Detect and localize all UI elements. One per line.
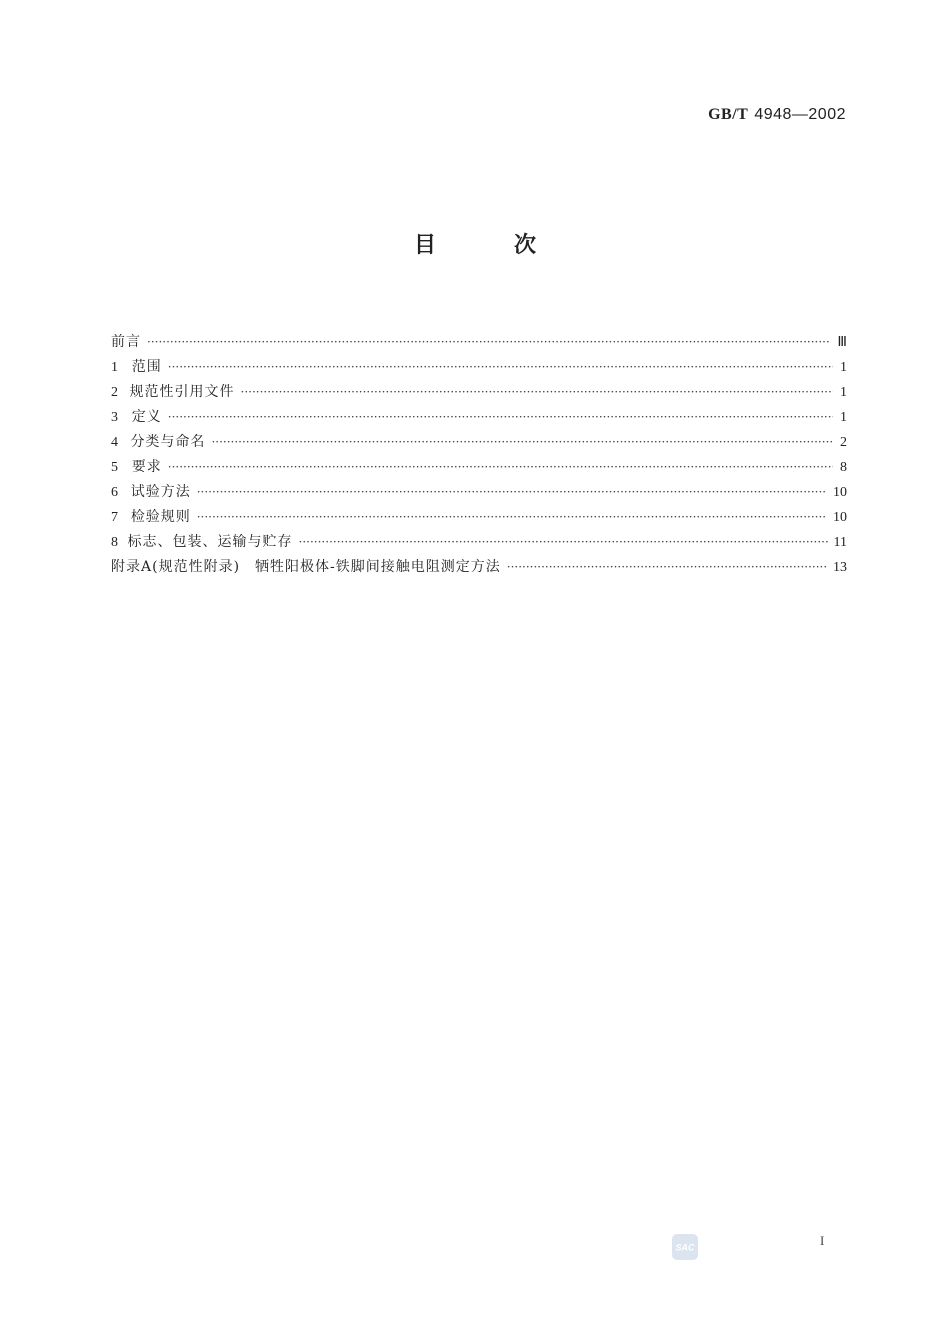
toc-page: 10 — [833, 510, 847, 525]
toc-leader — [147, 330, 831, 355]
title-char-1: 目 — [413, 233, 436, 258]
toc-entry-foreword[interactable] — [111, 330, 847, 355]
standard-code — [708, 106, 846, 124]
toc-leader — [299, 530, 828, 555]
toc-entry-annex-a[interactable] — [111, 555, 847, 580]
toc-label: 规范性引用文件 — [129, 384, 235, 400]
toc-page: 1 — [840, 360, 847, 375]
sac-logo-text: SAC — [675, 1242, 695, 1253]
toc-page: Ⅲ — [837, 335, 847, 350]
toc-entry-3[interactable] — [111, 405, 847, 430]
toc-page: 11 — [833, 535, 847, 550]
toc-entry-5[interactable] — [111, 455, 847, 480]
toc-leader — [168, 405, 833, 430]
standard-number: 4948—2002 — [754, 106, 846, 123]
toc-number: 8 — [111, 535, 118, 550]
toc-label: 标志、包装、运输与贮存 — [127, 534, 293, 550]
table-of-contents — [111, 330, 847, 580]
toc-label: 附录A(规范性附录) 牺牲阳极体-铁脚间接触电阻测定方法 — [111, 559, 501, 575]
toc-page: 2 — [840, 435, 847, 450]
toc-entry-1[interactable] — [111, 355, 847, 380]
toc-number: 7 — [111, 510, 118, 525]
title-char-2: 次 — [514, 233, 537, 258]
toc-number: 1 — [111, 360, 118, 375]
toc-page: 10 — [833, 485, 847, 500]
toc-label: 范围 — [131, 359, 162, 375]
sac-logo-icon — [672, 1234, 698, 1260]
standard-prefix: GB/T — [708, 106, 749, 123]
toc-leader — [241, 380, 833, 405]
toc-page: 1 — [840, 385, 847, 400]
toc-label: 分类与命名 — [130, 434, 206, 450]
toc-leader — [168, 355, 833, 380]
toc-leader — [197, 480, 827, 505]
toc-leader — [168, 455, 833, 480]
toc-label: 试验方法 — [130, 484, 191, 500]
toc-number: 4 — [111, 435, 118, 450]
toc-number: 3 — [111, 410, 118, 425]
page-number: I — [820, 1233, 825, 1248]
toc-entry-4[interactable] — [111, 430, 847, 455]
toc-entry-2[interactable] — [111, 380, 847, 405]
toc-leader — [507, 555, 827, 580]
toc-entry-8[interactable] — [111, 530, 847, 555]
toc-label: 定义 — [131, 409, 162, 425]
toc-page: 8 — [840, 460, 847, 475]
toc-number: 6 — [111, 485, 118, 500]
toc-entry-7[interactable] — [111, 505, 847, 530]
toc-entry-6[interactable] — [111, 480, 847, 505]
page-title — [0, 228, 950, 259]
toc-number: 2 — [111, 385, 118, 400]
toc-leader — [211, 430, 833, 455]
toc-page: 13 — [833, 560, 847, 575]
toc-page: 1 — [840, 410, 847, 425]
toc-number: 5 — [111, 460, 118, 475]
toc-leader — [197, 505, 827, 530]
toc-label: 要求 — [131, 459, 162, 475]
toc-label: 前言 — [111, 334, 141, 350]
toc-label: 检验规则 — [130, 509, 191, 525]
